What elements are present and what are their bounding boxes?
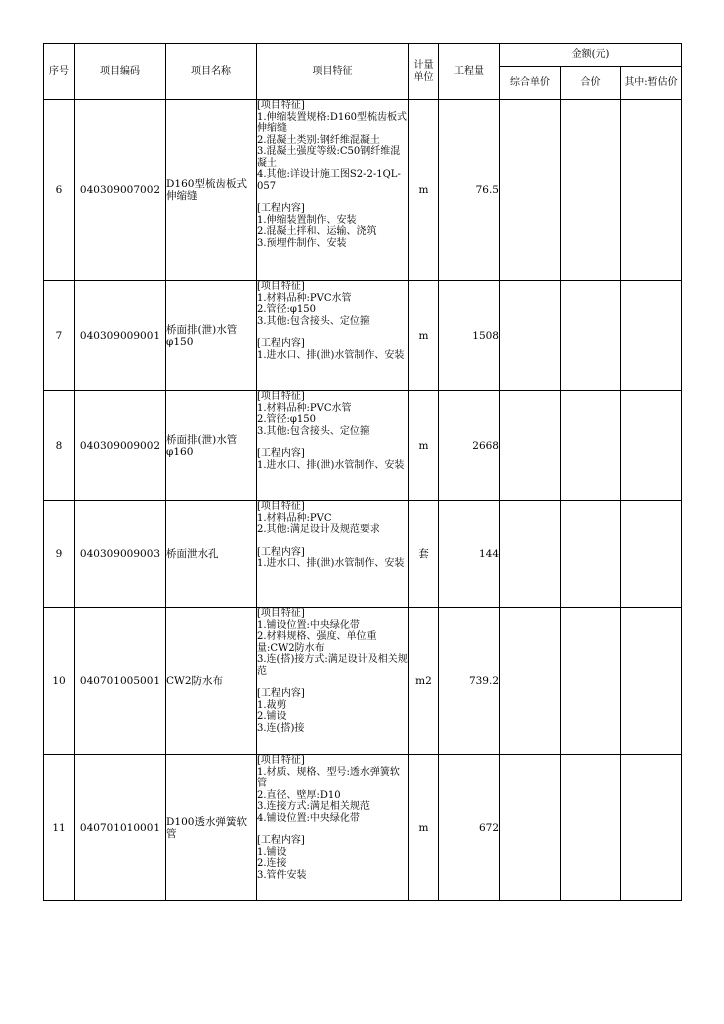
cell-total bbox=[561, 391, 621, 501]
cell-unit: m2 bbox=[409, 608, 439, 755]
content-line: [工程内容] bbox=[257, 338, 305, 349]
feature-line: 4.其他:详设计施工图S2-2-1QL-057 bbox=[257, 169, 401, 192]
cell-unit: m bbox=[409, 755, 439, 901]
cell-name: 桥面泄水孔 bbox=[166, 501, 257, 608]
cell-unit: m bbox=[409, 391, 439, 501]
cell-seq: 10 bbox=[44, 608, 75, 755]
feature-line: 1.铺设位置:中央绿化带 bbox=[257, 619, 360, 631]
cell-seq: 9 bbox=[44, 501, 75, 608]
cell-provisional bbox=[621, 391, 682, 501]
feature-line: [项目特征] bbox=[257, 501, 305, 512]
cell-features bbox=[257, 391, 409, 501]
header-unit: 计量单位 bbox=[409, 44, 439, 100]
cell-seq: 7 bbox=[44, 281, 75, 391]
cell-features bbox=[257, 501, 409, 608]
cell-qty: 739.2 bbox=[439, 608, 500, 755]
cell-unit: m bbox=[409, 100, 439, 281]
cell-provisional bbox=[621, 501, 682, 608]
cell-seq: 8 bbox=[44, 391, 75, 501]
table-row bbox=[44, 281, 682, 391]
cell-provisional bbox=[621, 281, 682, 391]
content-line: 1.进水口、排(泄)水管制作、安装 bbox=[257, 558, 405, 569]
feature-line: 2.直径、壁厚:D10 bbox=[257, 789, 341, 801]
table-row bbox=[44, 755, 682, 901]
feature-line: 1.材质、规格、型号:透水弹簧软管 bbox=[257, 766, 400, 789]
content-line: 3.连(搭)接 bbox=[257, 722, 305, 734]
content-line: 2.铺设 bbox=[257, 711, 287, 722]
cell-total bbox=[561, 755, 621, 901]
cell-provisional bbox=[621, 755, 682, 901]
content-line: 2.连接 bbox=[257, 858, 287, 869]
content-line: 1.伸缩装置制作、安装 bbox=[257, 214, 357, 226]
table-row bbox=[44, 501, 682, 608]
cell-features bbox=[257, 100, 409, 281]
cell-unit-price bbox=[500, 391, 561, 501]
cell-name: D100透水弹簧软管 bbox=[166, 755, 257, 901]
header-feature: 项目特征 bbox=[257, 44, 409, 100]
feature-line: [项目特征] bbox=[257, 608, 305, 619]
cell-features bbox=[257, 755, 409, 901]
feature-line: 4.铺设位置:中央绿化带 bbox=[257, 812, 360, 824]
cell-provisional bbox=[621, 608, 682, 755]
content-line: [工程内容] bbox=[257, 546, 305, 558]
feature-line: 1.伸缩装置规格:D160型梳齿板式伸缩缝 bbox=[257, 111, 408, 134]
content-line: 1.裁剪 bbox=[257, 699, 287, 711]
feature-gap bbox=[257, 536, 408, 547]
cell-name: 桥面排(泄)水管φ150 bbox=[166, 281, 257, 391]
cell-code: 040701005001 bbox=[75, 608, 166, 755]
cell-seq: 11 bbox=[44, 755, 75, 901]
cell-qty: 76.5 bbox=[439, 100, 500, 281]
feature-gap bbox=[257, 824, 408, 835]
cell-unit-price bbox=[500, 501, 561, 608]
feature-line: [项目特征] bbox=[257, 391, 305, 402]
feature-line: 1.材料品种:PVC bbox=[257, 512, 332, 524]
feature-line: [项目特征] bbox=[257, 281, 305, 292]
feature-line: 2.管径:φ150 bbox=[257, 414, 316, 425]
feature-gap bbox=[257, 677, 408, 688]
cell-code: 040309009002 bbox=[75, 391, 166, 501]
feature-gap bbox=[257, 327, 408, 338]
header-qty: 工程量 bbox=[439, 44, 500, 100]
feature-line: 2.混凝土类别:钢纤维混凝土 bbox=[257, 134, 380, 146]
header-name: 项目名称 bbox=[166, 44, 257, 100]
cell-qty: 672 bbox=[439, 755, 500, 901]
cell-unit: m bbox=[409, 281, 439, 391]
header-seq: 序号 bbox=[44, 44, 75, 100]
content-line: 3.管件安装 bbox=[257, 869, 307, 881]
cell-total bbox=[561, 281, 621, 391]
content-line: 1.进水口、排(泄)水管制作、安装 bbox=[257, 349, 405, 361]
feature-gap bbox=[257, 192, 408, 203]
content-line: 3.预埋件制作、安装 bbox=[257, 237, 347, 249]
feature-line: 2.材料规格、强度、单位重量:CW2防水布 bbox=[257, 631, 377, 654]
content-line: 2.混凝土拌和、运输、浇筑 bbox=[257, 226, 377, 237]
feature-line: 1.材料品种:PVC水管 bbox=[257, 402, 352, 414]
header-total: 合价 bbox=[561, 67, 621, 100]
content-line: [工程内容] bbox=[257, 448, 305, 459]
cell-unit: 套 bbox=[409, 501, 439, 608]
content-line: 1.铺设 bbox=[257, 846, 287, 858]
cell-features bbox=[257, 281, 409, 391]
cell-unit-price bbox=[500, 755, 561, 901]
cell-features bbox=[257, 608, 409, 755]
table-row bbox=[44, 391, 682, 501]
content-line: [工程内容] bbox=[257, 835, 305, 846]
header-code: 项目编码 bbox=[75, 44, 166, 100]
bill-of-quantities-table bbox=[43, 43, 682, 901]
cell-unit-price bbox=[500, 281, 561, 391]
feature-line: [项目特征] bbox=[257, 755, 305, 766]
cell-name: CW2防水布 bbox=[166, 608, 257, 755]
table-row bbox=[44, 608, 682, 755]
feature-gap bbox=[257, 437, 408, 448]
table-body bbox=[44, 100, 682, 901]
header-amount: 金额(元) bbox=[500, 44, 682, 67]
feature-line: 3.连接方式:满足相关规范 bbox=[257, 801, 370, 812]
feature-line: 2.其他:满足设计及规范要求 bbox=[257, 524, 380, 535]
cell-unit-price bbox=[500, 100, 561, 281]
cell-code: 040309007002 bbox=[75, 100, 166, 281]
cell-name: D160型梳齿板式伸缩缝 bbox=[166, 100, 257, 281]
feature-line: 3.混凝土强度等级:C50钢纤维混凝土 bbox=[257, 146, 401, 169]
table-row bbox=[44, 100, 682, 281]
feature-line: 3.其他:包含接头、定位箍 bbox=[257, 425, 370, 437]
cell-qty: 2668 bbox=[439, 391, 500, 501]
content-line: 1.进水口、排(泄)水管制作、安装 bbox=[257, 459, 405, 471]
cell-total bbox=[561, 501, 621, 608]
feature-line: 2.管径:φ150 bbox=[257, 304, 316, 315]
cell-unit-price bbox=[500, 608, 561, 755]
cell-code: 040309009001 bbox=[75, 281, 166, 391]
feature-line: [项目特征] bbox=[257, 100, 305, 111]
header-unit-price: 综合单价 bbox=[500, 67, 561, 100]
feature-line: 3.连(搭)接方式:满足设计及相关规范 bbox=[257, 654, 408, 677]
content-line: [工程内容] bbox=[257, 688, 305, 699]
cell-seq: 6 bbox=[44, 100, 75, 281]
cell-provisional bbox=[621, 100, 682, 281]
cell-total bbox=[561, 100, 621, 281]
header-provisional: 其中:暂估价 bbox=[621, 67, 682, 100]
cell-code: 040309009003 bbox=[75, 501, 166, 608]
cell-name: 桥面排(泄)水管φ160 bbox=[166, 391, 257, 501]
content-line: [工程内容] bbox=[257, 203, 305, 214]
cell-code: 040701010001 bbox=[75, 755, 166, 901]
cell-qty: 1508 bbox=[439, 281, 500, 391]
header-row bbox=[44, 44, 682, 67]
feature-line: 1.材料品种:PVC水管 bbox=[257, 292, 352, 304]
cell-total bbox=[561, 608, 621, 755]
feature-line: 3.其他:包含接头、定位箍 bbox=[257, 315, 370, 327]
cell-qty: 144 bbox=[439, 501, 500, 608]
